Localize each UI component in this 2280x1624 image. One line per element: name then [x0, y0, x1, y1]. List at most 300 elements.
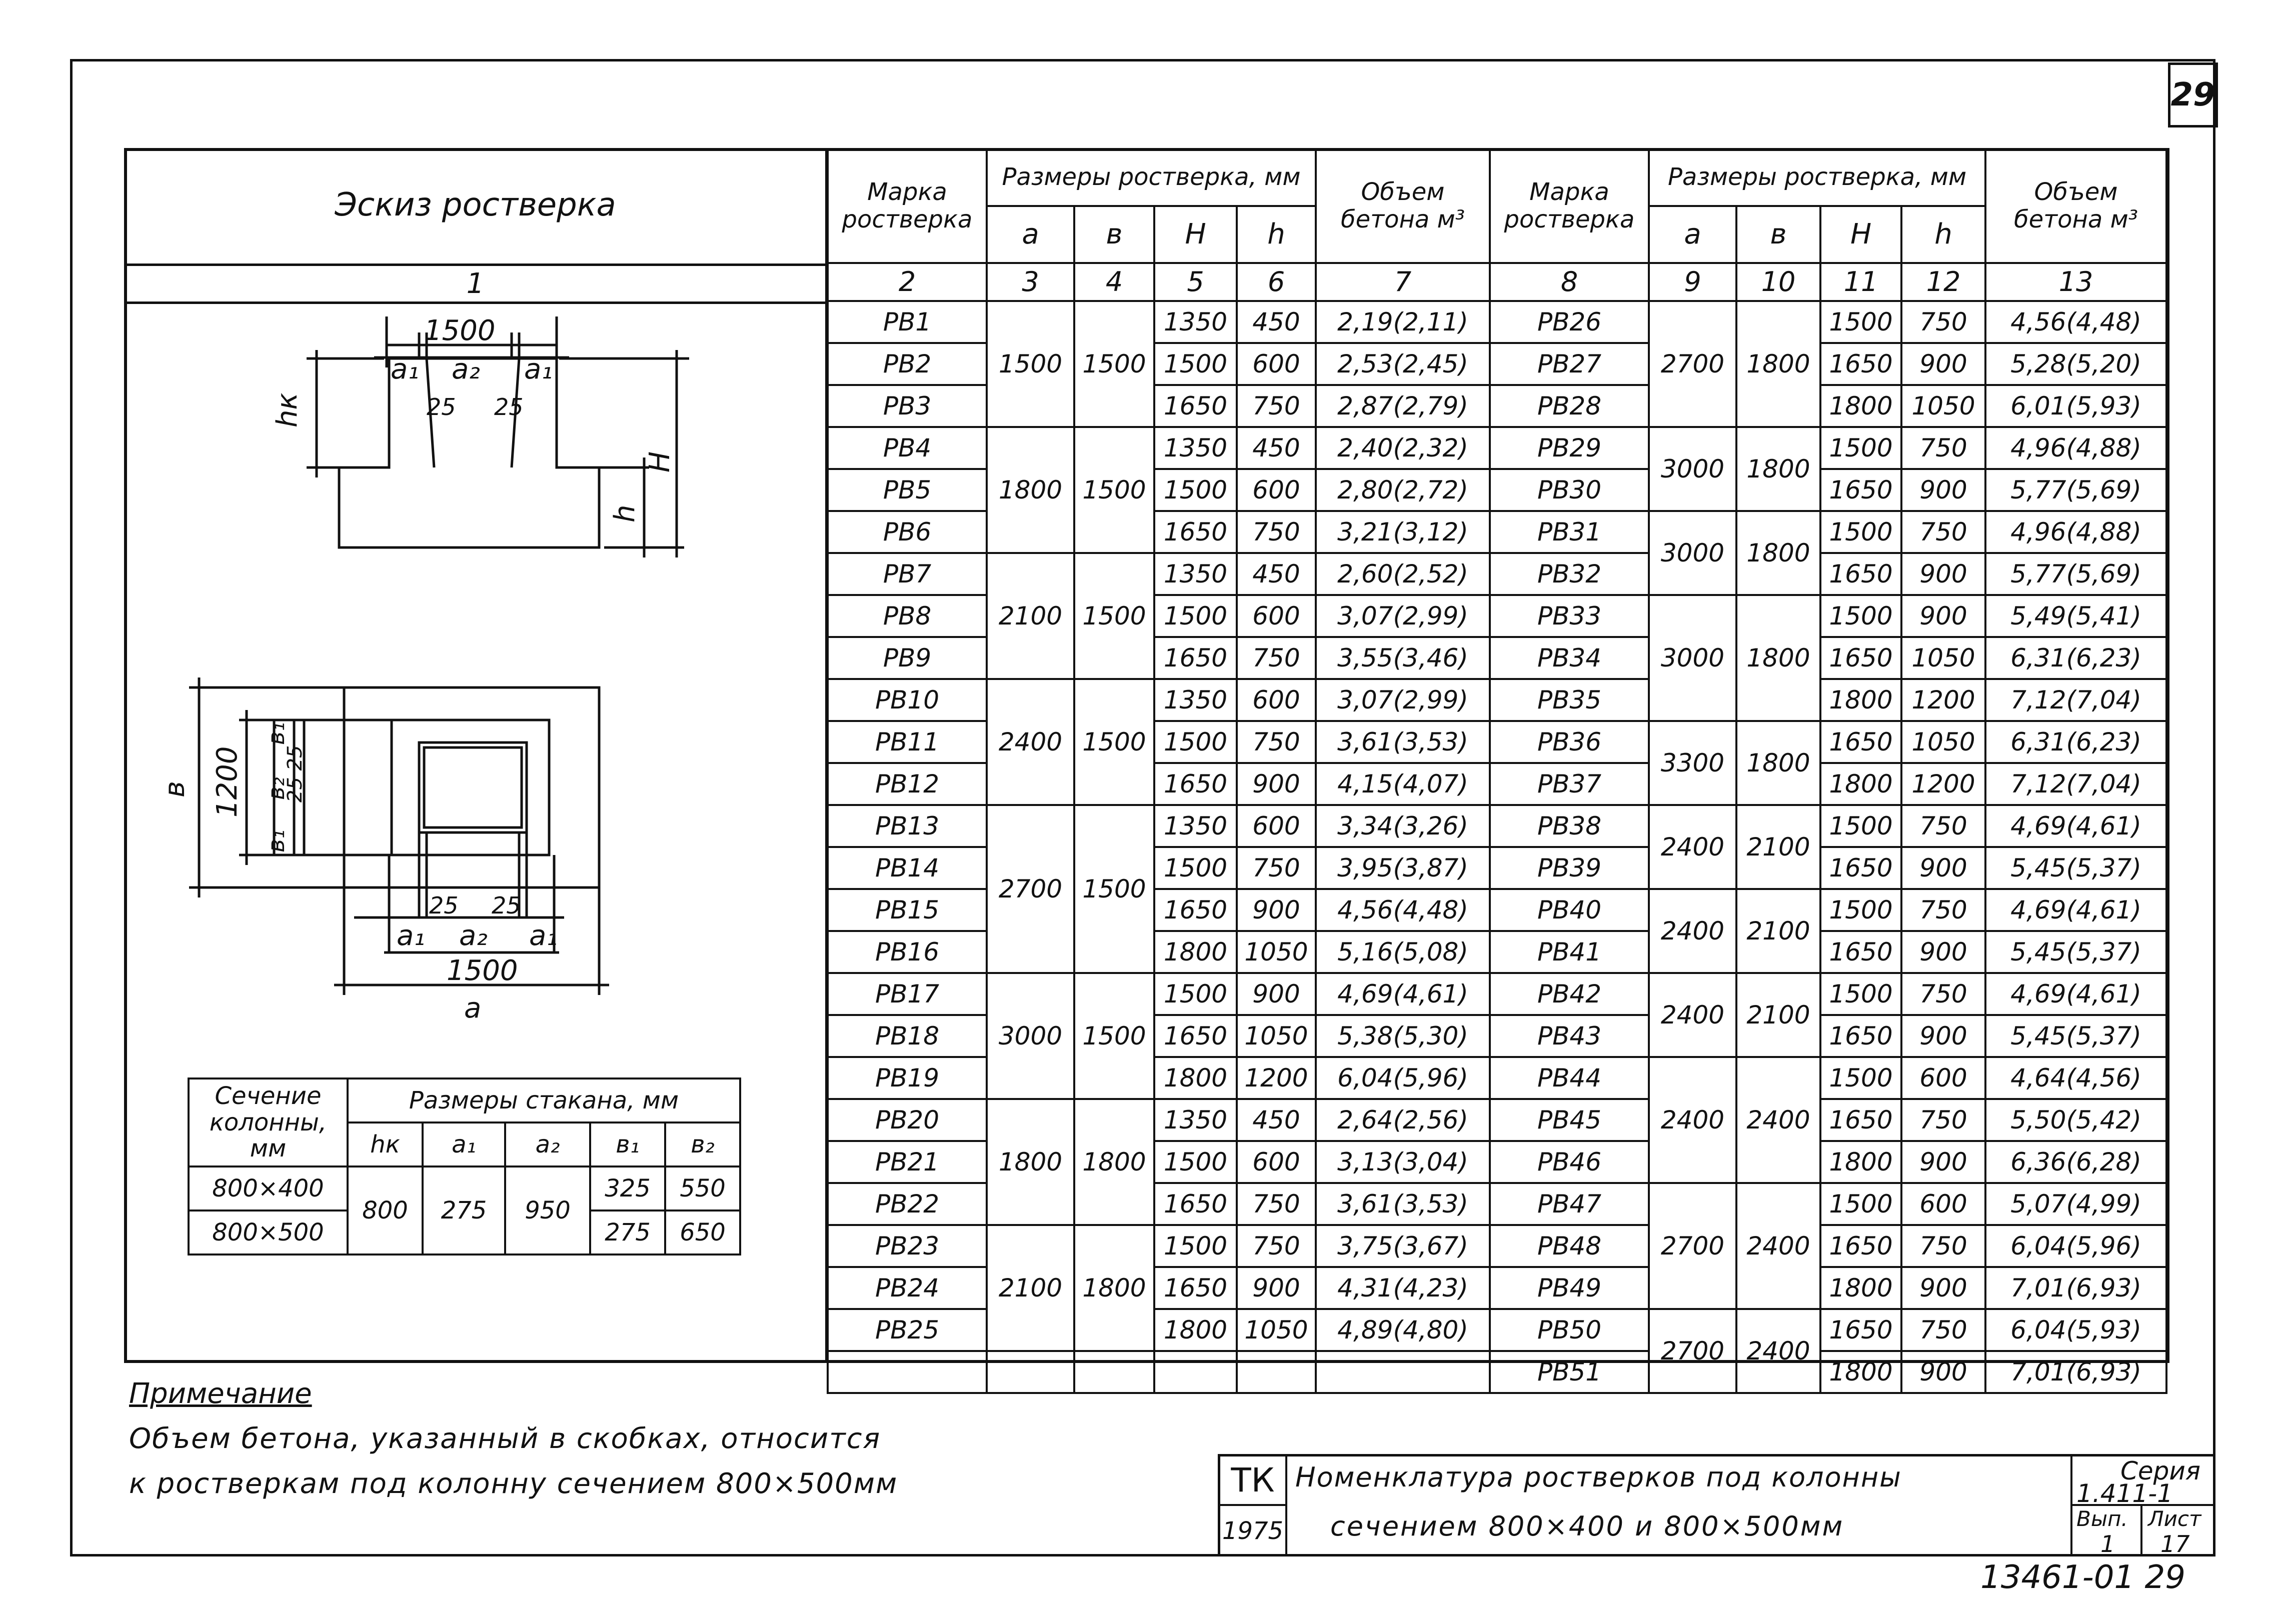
row-volume: 6,31(6,23) — [1985, 721, 2166, 763]
row-h: 900 — [1901, 847, 1985, 889]
row-h: 1200 — [1237, 1057, 1316, 1099]
row-volume: 3,61(3,53) — [1316, 721, 1490, 763]
group-a: 2100 — [987, 1225, 1074, 1351]
row-volume: 2,60(2,52) — [1316, 553, 1490, 595]
header-a: a — [1649, 206, 1736, 263]
row-H: 1500 — [1820, 973, 1901, 1015]
dim-b1-left: в₁ — [263, 830, 290, 852]
row-H: 1500 — [1154, 1225, 1237, 1267]
dim-a-plan: a — [464, 992, 482, 1024]
row-volume: 5,45(5,37) — [1985, 931, 2166, 973]
sheet-value: 17 — [2160, 1530, 2190, 1558]
row-H: 1500 — [1820, 1183, 1901, 1225]
column-number: 6 — [1237, 263, 1316, 301]
dim-h: h — [609, 504, 641, 522]
row-mark: РВ29 — [1490, 427, 1649, 469]
row-volume: 4,89(4,80) — [1316, 1309, 1490, 1351]
row-h: 750 — [1901, 1309, 1985, 1351]
row-volume: 3,07(2,99) — [1316, 679, 1490, 721]
row-mark: РВ16 — [828, 931, 987, 973]
row-H: 1800 — [1820, 763, 1901, 805]
row-H: 1800 — [1820, 1141, 1901, 1183]
row-h: 1200 — [1901, 679, 1985, 721]
row-volume: 2,40(2,32) — [1316, 427, 1490, 469]
table-row — [828, 301, 2166, 343]
title-block-title-2: сечением 800×400 и 800×500мм — [1330, 1510, 1844, 1542]
table-row — [828, 553, 2166, 595]
column-number: 2 — [828, 263, 987, 301]
row-H: 1650 — [1154, 637, 1237, 679]
glass-b1: 275 — [590, 1210, 665, 1254]
row-h: 900 — [1901, 343, 1985, 385]
group-b: 2400 — [1736, 1183, 1820, 1309]
row-h: 450 — [1237, 427, 1316, 469]
issue-label: Вып. — [2076, 1506, 2128, 1531]
row-H: 1500 — [1154, 343, 1237, 385]
column-number: 11 — [1820, 263, 1901, 301]
row-H: 1650 — [1820, 343, 1901, 385]
header-sizes: Размеры ростверка, мм — [1649, 149, 1985, 206]
row-mark: РВ49 — [1490, 1267, 1649, 1309]
row-mark: РВ6 — [828, 511, 987, 553]
row-mark: РВ23 — [828, 1225, 987, 1267]
row-h: 900 — [1237, 889, 1316, 931]
row-H: 1800 — [1820, 1351, 1901, 1393]
row-mark: РВ10 — [828, 679, 987, 721]
row-mark: РВ15 — [828, 889, 987, 931]
group-b: 2400 — [1736, 1309, 1820, 1393]
row-H: 1650 — [1820, 553, 1901, 595]
row-mark: РВ35 — [1490, 679, 1649, 721]
row-volume: 3,07(2,99) — [1316, 595, 1490, 637]
row-h: 600 — [1237, 1141, 1316, 1183]
row-h: 750 — [1901, 1099, 1985, 1141]
row-H: 1350 — [1154, 1099, 1237, 1141]
series-value: 1.411-1 — [2076, 1479, 2173, 1508]
group-a: 3000 — [1649, 595, 1736, 721]
row-H: 1650 — [1154, 763, 1237, 805]
row-H: 1650 — [1154, 1183, 1237, 1225]
group-a: 1800 — [987, 1099, 1074, 1225]
row-H: 1500 — [1154, 847, 1237, 889]
row-mark: РВ31 — [1490, 511, 1649, 553]
glass-row-section: 800×400 — [189, 1166, 348, 1210]
header-H: H — [1820, 206, 1901, 263]
sketch-drawing — [124, 302, 827, 1072]
group-a: 3300 — [1649, 721, 1736, 805]
header-a: a — [987, 206, 1074, 263]
row-H: 1800 — [1820, 1267, 1901, 1309]
row-mark: РВ50 — [1490, 1309, 1649, 1351]
dim-hk: hк — [271, 392, 304, 428]
row-h: 750 — [1901, 301, 1985, 343]
row-mark: РВ24 — [828, 1267, 987, 1309]
note-title: Примечание — [129, 1378, 312, 1410]
row-h: 600 — [1237, 343, 1316, 385]
glass-a1: 275 — [423, 1166, 505, 1254]
glass-table — [188, 1078, 741, 1256]
row-h: 750 — [1901, 973, 1985, 1015]
row-h: 600 — [1237, 805, 1316, 847]
row-mark: РВ44 — [1490, 1057, 1649, 1099]
row-volume: 4,69(4,61) — [1316, 973, 1490, 1015]
row-mark: РВ42 — [1490, 973, 1649, 1015]
row-h: 750 — [1901, 805, 1985, 847]
row-mark: РВ30 — [1490, 469, 1649, 511]
table-row — [828, 427, 2166, 469]
group-b: 1800 — [1074, 1099, 1154, 1225]
column-number: 10 — [1736, 263, 1820, 301]
row-H — [1154, 1351, 1237, 1393]
row-h: 900 — [1901, 595, 1985, 637]
row-mark: РВ12 — [828, 763, 987, 805]
group-a: 2400 — [1649, 973, 1736, 1057]
group-b: 1800 — [1074, 1225, 1154, 1351]
row-h: 750 — [1901, 889, 1985, 931]
glass-b2: 650 — [665, 1210, 740, 1254]
header-volume: Объем бетона м³ — [1985, 149, 2166, 263]
row-mark: РВ22 — [828, 1183, 987, 1225]
row-mark: РВ41 — [1490, 931, 1649, 973]
group-a: 2700 — [1649, 301, 1736, 427]
row-h: 1050 — [1901, 721, 1985, 763]
row-volume: 4,56(4,48) — [1985, 301, 2166, 343]
row-volume: 5,45(5,37) — [1985, 1015, 2166, 1057]
row-volume: 2,80(2,72) — [1316, 469, 1490, 511]
dim-a1-plan-right: a₁ — [529, 920, 558, 952]
row-volume: 2,19(2,11) — [1316, 301, 1490, 343]
row-mark: РВ25 — [828, 1309, 987, 1351]
row-h: 600 — [1901, 1183, 1985, 1225]
row-H: 1500 — [1820, 301, 1901, 343]
note-line-2: к ростверкам под колонну сечением 800×500мм — [129, 1468, 898, 1500]
row-H: 1650 — [1820, 637, 1901, 679]
row-mark: РВ11 — [828, 721, 987, 763]
column-number: 8 — [1490, 263, 1649, 301]
row-H: 1500 — [1820, 889, 1901, 931]
row-volume: 4,64(4,56) — [1985, 1057, 2166, 1099]
row-volume: 7,12(7,04) — [1985, 763, 2166, 805]
row-mark: РВ37 — [1490, 763, 1649, 805]
group-a: 2700 — [987, 805, 1074, 973]
plan-glass-inner — [419, 742, 527, 832]
group-a: 2400 — [987, 679, 1074, 805]
row-volume: 7,12(7,04) — [1985, 679, 2166, 721]
glass-col-b1: в₁ — [590, 1122, 665, 1166]
row-mark: РВ38 — [1490, 805, 1649, 847]
row-volume: 4,96(4,88) — [1985, 427, 2166, 469]
glass-header-section: Сечение колонны, мм — [189, 1078, 348, 1166]
dim-H: H — [644, 451, 676, 472]
row-volume: 5,07(4,99) — [1985, 1183, 2166, 1225]
row-H: 1500 — [1820, 1057, 1901, 1099]
dim-b2: в₂ — [263, 777, 290, 800]
group-a: 3000 — [1649, 511, 1736, 595]
row-mark: РВ27 — [1490, 343, 1649, 385]
row-H: 1500 — [1154, 469, 1237, 511]
column-number: 12 — [1901, 263, 1985, 301]
row-h: 1200 — [1901, 763, 1985, 805]
row-volume: 3,13(3,04) — [1316, 1141, 1490, 1183]
row-H: 1350 — [1154, 427, 1237, 469]
row-H: 1500 — [1154, 721, 1237, 763]
header-h: h — [1237, 206, 1316, 263]
dim-1500-top: 1500 — [424, 314, 496, 347]
row-h: 1050 — [1901, 385, 1985, 427]
group-b: 1800 — [1736, 301, 1820, 427]
row-volume: 4,56(4,48) — [1316, 889, 1490, 931]
row-h: 600 — [1237, 679, 1316, 721]
group-b: 2400 — [1736, 1057, 1820, 1183]
dim-a1-left: a₁ — [391, 353, 419, 386]
glass-col-hk: hк — [348, 1122, 423, 1166]
row-h: 750 — [1237, 511, 1316, 553]
row-h: 900 — [1901, 553, 1985, 595]
row-volume: 6,01(5,93) — [1985, 385, 2166, 427]
row-volume: 4,15(4,07) — [1316, 763, 1490, 805]
column-number-1: 1 — [466, 268, 485, 300]
row-h: 900 — [1901, 1015, 1985, 1057]
table-row — [828, 973, 2166, 1015]
group-b: 1500 — [1074, 805, 1154, 973]
row-volume: 5,49(5,41) — [1985, 595, 2166, 637]
row-mark — [828, 1351, 987, 1393]
row-volume: 5,38(5,30) — [1316, 1015, 1490, 1057]
row-mark: РВ7 — [828, 553, 987, 595]
group-b: 1800 — [1736, 427, 1820, 511]
row-volume: 2,64(2,56) — [1316, 1099, 1490, 1141]
row-volume: 4,69(4,61) — [1985, 805, 2166, 847]
row-h: 450 — [1237, 1099, 1316, 1141]
row-h: 750 — [1901, 427, 1985, 469]
row-mark: РВ45 — [1490, 1099, 1649, 1141]
header-b: в — [1736, 206, 1820, 263]
dim-a2-plan: a₂ — [459, 920, 488, 952]
group-b: 1500 — [1074, 427, 1154, 553]
column-number: 4 — [1074, 263, 1154, 301]
row-volume: 7,01(6,93) — [1985, 1351, 2166, 1393]
row-H: 1650 — [1154, 889, 1237, 931]
glass-col-a2: a₂ — [505, 1122, 590, 1166]
row-h: 900 — [1901, 1267, 1985, 1309]
elevation-outline — [339, 358, 599, 548]
row-H: 1500 — [1820, 595, 1901, 637]
glass-col-b2: в₂ — [665, 1122, 740, 1166]
sketch-title: Эскиз ростверка — [335, 186, 616, 224]
glass-col-a1: a₁ — [423, 1122, 505, 1166]
group-b: 2100 — [1736, 805, 1820, 889]
row-H: 1800 — [1820, 679, 1901, 721]
row-H: 1500 — [1820, 805, 1901, 847]
row-volume: 3,21(3,12) — [1316, 511, 1490, 553]
row-h: 900 — [1901, 931, 1985, 973]
row-volume: 5,77(5,69) — [1985, 469, 2166, 511]
row-H: 1350 — [1154, 301, 1237, 343]
row-H: 1500 — [1154, 1141, 1237, 1183]
row-h: 600 — [1237, 595, 1316, 637]
sheet-label: Лист — [2148, 1506, 2201, 1531]
plan-outer — [344, 688, 599, 888]
title-block-org: ТК — [1220, 1456, 1287, 1506]
table-row — [828, 1351, 2166, 1393]
row-h: 750 — [1237, 847, 1316, 889]
group-b: 1500 — [1074, 301, 1154, 427]
group-a: 3000 — [1649, 427, 1736, 511]
group-b: 1800 — [1736, 595, 1820, 721]
row-mark: РВ32 — [1490, 553, 1649, 595]
row-H: 1650 — [1820, 931, 1901, 973]
row-volume: 5,50(5,42) — [1985, 1099, 2166, 1141]
title-block — [1218, 1454, 2215, 1556]
row-h — [1237, 1351, 1316, 1393]
row-mark: РВ18 — [828, 1015, 987, 1057]
column-number: 7 — [1316, 263, 1490, 301]
column-number: 13 — [1985, 263, 2166, 301]
row-volume: 7,01(6,93) — [1985, 1267, 2166, 1309]
group-b: 1500 — [1074, 973, 1154, 1099]
table-row — [828, 1225, 2166, 1267]
row-mark: РВ28 — [1490, 385, 1649, 427]
row-volume: 6,04(5,96) — [1985, 1225, 2166, 1267]
row-volume: 3,61(3,53) — [1316, 1183, 1490, 1225]
row-mark: РВ21 — [828, 1141, 987, 1183]
row-h: 600 — [1237, 469, 1316, 511]
row-h: 450 — [1237, 553, 1316, 595]
row-mark: РВ48 — [1490, 1225, 1649, 1267]
row-H: 1350 — [1154, 679, 1237, 721]
title-block-title-1: Номенклатура ростверков под колонны — [1295, 1462, 1902, 1493]
dim-1500-plan: 1500 — [447, 954, 518, 987]
row-volume: 6,36(6,28) — [1985, 1141, 2166, 1183]
group-b: 1800 — [1736, 721, 1820, 805]
row-h: 900 — [1901, 1141, 1985, 1183]
table-row — [828, 805, 2166, 847]
row-H: 1650 — [1820, 1225, 1901, 1267]
row-h: 750 — [1237, 1225, 1316, 1267]
row-mark: РВ9 — [828, 637, 987, 679]
row-h: 750 — [1237, 721, 1316, 763]
row-H: 1650 — [1154, 1015, 1237, 1057]
row-H: 1800 — [1154, 931, 1237, 973]
dim-25-25: 25 25 — [284, 745, 307, 802]
row-H: 1650 — [1154, 385, 1237, 427]
number-row-divider — [124, 302, 827, 304]
group-b: 1500 — [1074, 553, 1154, 679]
row-h: 750 — [1901, 511, 1985, 553]
row-mark: РВ36 — [1490, 721, 1649, 763]
row-volume: 5,45(5,37) — [1985, 847, 2166, 889]
dim-b1-right: в₁ — [263, 722, 290, 745]
row-volume: 6,31(6,23) — [1985, 637, 2166, 679]
dim-25-right: 25 — [494, 394, 524, 420]
group-a: 2400 — [1649, 1057, 1736, 1183]
dim-a1-plan-left: a₁ — [397, 920, 425, 952]
row-h: 1050 — [1237, 1015, 1316, 1057]
row-mark: РВ17 — [828, 973, 987, 1015]
row-H: 1650 — [1820, 469, 1901, 511]
row-volume: 4,31(4,23) — [1316, 1267, 1490, 1309]
sheet-number: 29 — [2168, 62, 2218, 128]
row-mark: РВ39 — [1490, 847, 1649, 889]
header-mark: Марка ростверка — [1490, 149, 1649, 263]
row-h: 600 — [1901, 1057, 1985, 1099]
table-row — [828, 679, 2166, 721]
group-b: 1800 — [1736, 511, 1820, 595]
row-h: 450 — [1237, 301, 1316, 343]
dim-1200: 1200 — [211, 746, 244, 818]
glass-row-section: 800×500 — [189, 1210, 348, 1254]
note-line-1: Объем бетона, указанный в скобках, относится — [129, 1422, 881, 1455]
row-volume: 4,96(4,88) — [1985, 511, 2166, 553]
row-h: 1050 — [1237, 1309, 1316, 1351]
group-b — [1074, 1351, 1154, 1393]
row-H: 1500 — [1820, 511, 1901, 553]
row-h: 900 — [1237, 1267, 1316, 1309]
row-H: 1650 — [1820, 1309, 1901, 1351]
row-mark: РВ1 — [828, 301, 987, 343]
header-h: h — [1901, 206, 1985, 263]
row-H: 1800 — [1154, 1309, 1237, 1351]
row-mark: РВ19 — [828, 1057, 987, 1099]
row-h: 900 — [1901, 469, 1985, 511]
row-H: 1350 — [1154, 805, 1237, 847]
row-volume: 4,69(4,61) — [1985, 889, 2166, 931]
glass-hk: 800 — [348, 1166, 423, 1254]
row-volume: 6,04(5,96) — [1316, 1057, 1490, 1099]
column-number: 9 — [1649, 263, 1736, 301]
row-mark: РВ40 — [1490, 889, 1649, 931]
dim-25-plan-right: 25 — [492, 892, 521, 919]
dim-a1-right: a₁ — [524, 353, 553, 386]
row-H: 1350 — [1154, 553, 1237, 595]
dim-25-left: 25 — [427, 394, 456, 420]
row-volume — [1316, 1351, 1490, 1393]
column-divider — [825, 148, 828, 1363]
glass-header-sizes: Размеры стакана, мм — [348, 1078, 740, 1122]
row-volume: 5,77(5,69) — [1985, 553, 2166, 595]
row-mark: РВ51 — [1490, 1351, 1649, 1393]
row-H: 1650 — [1154, 1267, 1237, 1309]
group-a: 1500 — [987, 301, 1074, 427]
row-mark: РВ8 — [828, 595, 987, 637]
row-H: 1800 — [1154, 1057, 1237, 1099]
row-h: 750 — [1901, 1225, 1985, 1267]
row-H: 1650 — [1820, 847, 1901, 889]
row-mark: РВ13 — [828, 805, 987, 847]
group-b: 2100 — [1736, 973, 1820, 1057]
row-volume: 3,55(3,46) — [1316, 637, 1490, 679]
row-H: 1650 — [1820, 721, 1901, 763]
glass-b2: 550 — [665, 1166, 740, 1210]
archive-stamp: 13461-01 29 — [1980, 1559, 2185, 1596]
group-a: 1800 — [987, 427, 1074, 553]
row-volume: 5,16(5,08) — [1316, 931, 1490, 973]
series-label: Серия — [2120, 1456, 2200, 1486]
row-mark: РВ20 — [828, 1099, 987, 1141]
glass-a2: 950 — [505, 1166, 590, 1254]
group-a: 2400 — [1649, 889, 1736, 973]
group-a: 2700 — [1649, 1309, 1736, 1393]
row-volume: 3,95(3,87) — [1316, 847, 1490, 889]
row-mark: РВ34 — [1490, 637, 1649, 679]
header-mark: Марка ростверка — [828, 149, 987, 263]
row-volume: 6,04(5,93) — [1985, 1309, 2166, 1351]
row-H: 1500 — [1154, 973, 1237, 1015]
row-H: 1800 — [1820, 385, 1901, 427]
group-b: 2100 — [1736, 889, 1820, 973]
header-H: H — [1154, 206, 1237, 263]
dim-25-plan-left: 25 — [429, 892, 459, 919]
